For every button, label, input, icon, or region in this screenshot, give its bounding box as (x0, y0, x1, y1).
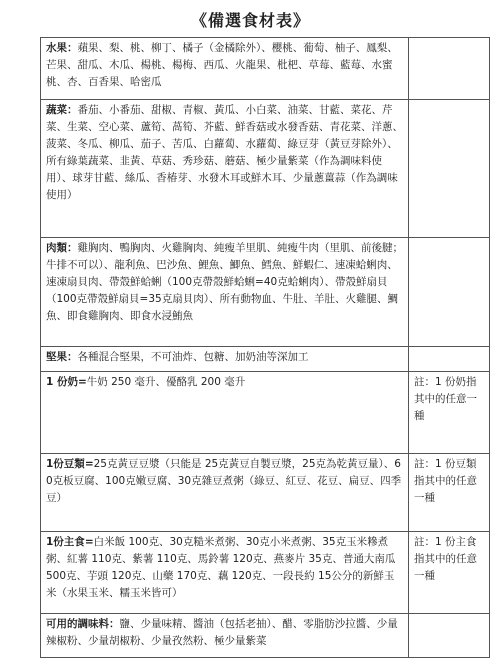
table-row-staple (41, 532, 490, 614)
row-content (41, 347, 409, 372)
row-content (41, 38, 409, 100)
row-label: 肉類 (46, 242, 67, 254)
row-text: 番茄、小番茄、甜椒、青椒、黃瓜、小白菜、油菜、甘藍、菜花、芹菜、生菜、空心菜、蘆筍、萵筍、芥藍、鮮香菇或水發香菇、青花菜、洋蔥、菠菜、冬瓜、柳瓜、茄子、苦瓜、白蘿蔔、水蘿蔔、綠豆芽（黃豆芽除外）、所有綠葉蔬菜、韭黃、草菇、秀珍菇、蘑菇、極少量紫菜（作為調味料使用）、球芽甘藍、絲瓜、香椿芽、水發木耳或鮮木耳、少量蔥薑蒜（作為調味使用） (46, 104, 403, 201)
row-note (409, 347, 490, 372)
table-row-beans (41, 454, 490, 532)
row-text: 鹽、少量味精、醬油（包括老抽）、醋、零脂肪沙拉醬、少量辣椒粉、少量胡椒粉、少量孜然粉、極少量紫菜 (46, 618, 398, 647)
row-label: 1份主食 (46, 536, 85, 548)
row-note (409, 100, 490, 238)
row-text: 蘋果、梨、桃、柳丁、橘子（金橘除外）、櫻桃、葡萄、柚子、鳳梨、芒果、甜瓜、木瓜、楊桃、楊梅、西瓜、火龍果、枇杷、草莓、藍莓、水蜜桃、杏、百香果、哈密瓜 (46, 42, 398, 88)
food-table (40, 37, 490, 658)
row-note: 註：1 份豆類指其中的任意一種 (409, 454, 490, 532)
row-text: 各種混合堅果，不可油炸、包糖、加奶油等深加工 (77, 351, 309, 363)
row-content (41, 614, 409, 658)
row-separator: = (84, 458, 94, 470)
row-separator: = (77, 376, 87, 388)
row-content (41, 238, 409, 347)
table-row-meat (41, 238, 490, 347)
row-separator: ： (67, 242, 78, 254)
row-separator: ： (67, 42, 78, 54)
row-text: 白米飯 100克、30克糙米煮粥、30克小米煮粥、35克玉米糝煮粥、紅薯 110克、紫薯 110克、馬鈴薯 120克、燕麥片 35克、普通大南瓜 500克、芋頭 120克、山藥 170克、藕 120克、一段長約 15公分的新鮮玉米（水果玉米、糯玉米皆可） (46, 536, 396, 599)
row-text: 雞胸肉、鴨胸肉、火雞胸肉、純瘦羊里肌、純瘦牛肉（里肌、前後腱；牛排不可以）、龍利魚、巴沙魚、鯉魚、鯽魚、鱈魚、鮮蝦仁、速凍蛤蜊肉、速凍扇貝肉、帶殼鮮蛤蜊（100克帶殼鮮蛤蜊=40克蛤蜊肉）、帶殼鮮扇貝（100克帶殼鮮扇貝=35克扇貝肉）、所有動物血、牛肚、羊肚、火雞腿、鯛魚、即食雞胸肉、即食水浸鮪魚 (46, 242, 403, 322)
row-separator: = (84, 536, 94, 548)
row-separator: ： (67, 104, 78, 116)
table-row-nuts (41, 347, 490, 372)
row-separator: ： (67, 351, 78, 363)
page-title: 《備選食材表》 (190, 11, 310, 30)
row-note (409, 238, 490, 347)
row-label: 蔬菜 (46, 104, 67, 116)
row-label: 1份豆類 (46, 458, 85, 470)
row-content (41, 454, 409, 532)
row-label: 1 份奶 (46, 376, 78, 388)
table-row-fruit (41, 38, 490, 100)
table-row-milk (41, 372, 490, 454)
row-label: 堅果 (46, 351, 67, 363)
row-label: 水果 (46, 42, 67, 54)
row-separator: ： (109, 618, 120, 630)
table-row-vegetable (41, 100, 490, 238)
row-text: 25克黃豆豆漿（只能是 25克黃豆自製豆漿，25克為乾黃豆量）、60克板豆腐、100克嫩豆腐、30克雜豆煮粥（綠豆、紅豆、花豆、扁豆、四季豆） (46, 458, 402, 504)
row-label: 可用的調味料 (46, 618, 109, 630)
row-text: 牛奶 250 毫升、優酪乳 200 毫升 (86, 376, 246, 388)
table-row-seasoning (41, 614, 490, 658)
row-note (409, 38, 490, 100)
row-note (409, 614, 490, 658)
row-note: 註：1 份奶指其中的任意一種 (409, 372, 490, 454)
row-content (41, 100, 409, 238)
row-content (41, 532, 409, 614)
row-content (41, 372, 409, 454)
row-note: 註：1 份主食指其中的任意一種 (409, 532, 490, 614)
